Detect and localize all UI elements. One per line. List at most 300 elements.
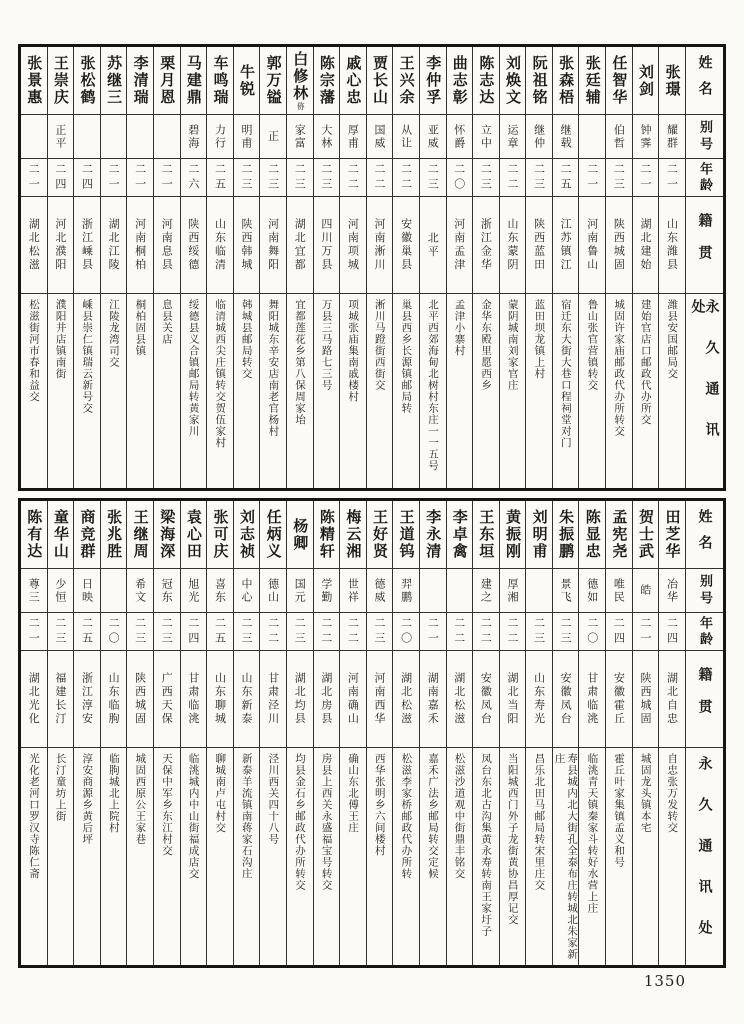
person-alias-cell — [393, 569, 419, 613]
person-birthplace-cell — [48, 651, 74, 748]
person-name: 梅云湘 — [344, 509, 363, 560]
person-age-cell — [659, 159, 685, 197]
person-address-cell — [553, 294, 579, 488]
person-alias: 建之 — [479, 577, 493, 604]
person-name: 陈有达 — [25, 509, 44, 560]
person-address: 均县金石乡邮政代办所转交 — [293, 753, 306, 891]
person-name-cell — [606, 47, 632, 115]
header-column — [686, 47, 723, 488]
person-name-cell — [500, 501, 526, 569]
person-birthplace-cell — [553, 651, 579, 748]
person-name: 栗月恩 — [158, 55, 177, 106]
person-name-cell — [420, 47, 446, 115]
person-name-cell — [48, 47, 74, 115]
person-birthplace-cell — [74, 651, 100, 748]
person-address: 光化老河口罗汉寺陈仁斋 — [28, 753, 41, 880]
person-alias: 大林 — [319, 123, 333, 150]
person-age-cell — [473, 613, 499, 651]
person-name-cell — [553, 501, 579, 569]
person-age: 二二 — [399, 162, 413, 193]
person-age: 二一 — [133, 162, 147, 193]
person-name-cell — [606, 501, 632, 569]
person-age-cell — [260, 613, 286, 651]
person-column — [101, 501, 128, 965]
person-age-cell — [633, 613, 659, 651]
person-alias: 德威 — [373, 577, 387, 604]
person-birthplace: 河南项城 — [346, 218, 360, 272]
person-alias: 立中 — [479, 123, 493, 150]
person-address-cell — [287, 748, 313, 965]
person-age-cell — [154, 159, 180, 197]
person-age: 二五 — [559, 162, 573, 193]
person-birthplace: 河南舞阳 — [266, 218, 280, 272]
person-age-cell — [526, 613, 552, 651]
person-alias-cell — [154, 115, 180, 159]
person-name-cell — [314, 501, 340, 569]
person-age: 二三 — [426, 162, 440, 193]
person-alias-cell — [287, 569, 313, 613]
person-birthplace-cell — [260, 197, 286, 294]
person-column — [606, 501, 633, 965]
person-address-cell — [500, 748, 526, 965]
person-name: 刘焕文 — [503, 55, 522, 106]
person-birthplace-cell — [367, 197, 393, 294]
person-name: 贾长山 — [371, 55, 390, 106]
person-alias-cell — [659, 569, 685, 613]
header-cell-alias — [686, 115, 723, 159]
person-address-cell — [606, 748, 632, 965]
person-name-cell — [633, 501, 659, 569]
person-name: 王崇庆 — [51, 55, 70, 106]
person-age-cell — [181, 613, 207, 651]
person-column — [447, 47, 474, 488]
person-name-cell — [101, 501, 127, 569]
person-name-cell — [181, 501, 207, 569]
person-age: 二二 — [266, 616, 280, 647]
person-age: 二一 — [27, 162, 41, 193]
person-address: 西华张明乡六间楼村 — [373, 753, 386, 857]
person-age: 二三 — [373, 616, 387, 647]
person-age: 二三 — [479, 162, 493, 193]
person-alias-cell — [553, 115, 579, 159]
person-birthplace-cell — [74, 197, 100, 294]
person-age: 二一 — [107, 162, 121, 193]
person-column — [633, 501, 660, 965]
person-birthplace-cell — [260, 651, 286, 748]
person-birthplace-cell — [234, 197, 260, 294]
person-alias-cell — [633, 569, 659, 613]
person-age-cell — [606, 159, 632, 197]
person-name: 李仲孚 — [424, 55, 443, 106]
person-address: 北平西郊海甸北树村东庄一一五号 — [426, 299, 439, 472]
person-name-cell — [74, 47, 100, 115]
person-name: 张璟 — [663, 63, 682, 98]
person-birthplace: 河南西华 — [373, 672, 387, 726]
person-birthplace: 河南确山 — [346, 672, 360, 726]
person-age-cell — [553, 613, 579, 651]
person-name-cell — [579, 501, 605, 569]
person-birthplace: 浙江淳安 — [80, 672, 94, 726]
person-alias: 冠东 — [160, 577, 174, 604]
person-address: 临洮城内中山街福成店交 — [187, 753, 200, 880]
person-birthplace-cell — [314, 197, 340, 294]
person-age-cell — [447, 159, 473, 197]
person-address-cell — [393, 294, 419, 488]
person-column — [526, 501, 553, 965]
person-alias-cell — [340, 569, 366, 613]
person-birthplace-cell — [420, 651, 446, 748]
person-address: 宿迁东大街大巷口程祠堂对门 — [559, 299, 572, 449]
person-age: 二二 — [505, 162, 519, 193]
person-name: 田芝华 — [663, 509, 682, 560]
person-alias-cell — [633, 115, 659, 159]
person-column — [260, 47, 287, 488]
person-address: 长汀童坊上街 — [54, 753, 67, 822]
person-name: 黄振刚 — [503, 509, 522, 560]
header-cell-age — [686, 613, 723, 651]
person-age-cell — [154, 613, 180, 651]
person-name: 李永清 — [424, 509, 443, 560]
person-alias-cell — [207, 569, 233, 613]
directory-table-top — [18, 44, 726, 491]
person-address-cell — [633, 294, 659, 488]
person-name: 张景惠 — [25, 55, 44, 106]
person-address: 息县关店 — [161, 299, 174, 345]
person-column — [287, 501, 314, 965]
person-name: 曲志彰 — [450, 55, 469, 106]
person-name-cell — [367, 501, 393, 569]
person-column — [447, 501, 474, 965]
person-birthplace-cell — [659, 651, 685, 748]
person-age: 二五 — [213, 616, 227, 647]
person-name-cell — [21, 501, 47, 569]
person-birthplace: 河南桐柏 — [133, 218, 147, 272]
person-column — [154, 501, 181, 965]
person-birthplace-cell — [393, 651, 419, 748]
person-age: 二三 — [319, 162, 333, 193]
person-birthplace-cell — [48, 197, 74, 294]
person-name: 李清瑞 — [131, 55, 150, 106]
person-age-cell — [393, 613, 419, 651]
person-age-cell — [314, 613, 340, 651]
person-birthplace: 浙江金华 — [479, 218, 493, 272]
person-name: 刘志祯 — [238, 509, 257, 560]
directory-table-bottom — [18, 498, 726, 968]
person-address: 霍丘叶家集镇孟义和号 — [613, 753, 626, 868]
person-address: 松滋李家桥邮政代办所转 — [400, 753, 413, 880]
person-birthplace-cell — [553, 197, 579, 294]
person-name: 马建鼎 — [184, 55, 203, 106]
person-name: 王兴余 — [397, 55, 416, 106]
person-address: 松滋街河市春和益交 — [28, 299, 41, 403]
person-age-cell — [101, 613, 127, 651]
person-address-cell — [21, 748, 47, 965]
person-name-cell — [473, 47, 499, 115]
person-name-cell — [340, 47, 366, 115]
person-age: 二三 — [133, 616, 147, 647]
person-name: 王道钨 — [397, 509, 416, 560]
person-alias-cell — [526, 115, 552, 159]
person-age-cell — [314, 159, 340, 197]
person-alias: 喜东 — [213, 577, 227, 604]
person-address-cell — [74, 748, 100, 965]
person-name: 陈精轩 — [317, 509, 336, 560]
person-age: 二〇 — [452, 162, 466, 193]
person-alias: 学勤 — [319, 577, 333, 604]
person-name: 王东垣 — [477, 509, 496, 560]
person-address: 确山东北傅王庄 — [347, 753, 360, 834]
person-address: 万县三马路七三号 — [320, 299, 333, 391]
person-column — [21, 47, 48, 488]
person-birthplace: 陕西城固 — [612, 218, 626, 272]
person-alias-cell — [207, 115, 233, 159]
person-name: 任炳义 — [264, 509, 283, 560]
person-birthplace: 安徽巢县 — [399, 218, 413, 272]
person-alias-cell — [21, 115, 47, 159]
person-name: 李卓禽 — [450, 509, 469, 560]
person-name-cell — [367, 47, 393, 115]
person-address-cell — [526, 294, 552, 488]
person-age-cell — [48, 159, 74, 197]
person-alias-cell — [74, 115, 100, 159]
person-alias-cell — [260, 115, 286, 159]
person-age: 二二 — [505, 616, 519, 647]
person-age: 二一 — [585, 162, 599, 193]
person-age: 二〇 — [399, 616, 413, 647]
person-alias: 中心 — [240, 577, 254, 604]
header-name-label: 姓名 — [696, 54, 713, 107]
person-address-cell — [48, 294, 74, 488]
person-name-cell — [659, 501, 685, 569]
person-alias-cell — [579, 569, 605, 613]
person-alias: 少恒 — [53, 577, 67, 604]
person-column — [340, 501, 367, 965]
person-address: 金华东殿里愿西乡 — [480, 299, 493, 391]
header-column — [686, 501, 723, 965]
person-age: 二三 — [559, 616, 573, 647]
person-alias: 尊三 — [27, 577, 41, 604]
person-age: 二一 — [160, 162, 174, 193]
person-birthplace: 河南息县 — [160, 218, 174, 272]
person-address-cell — [48, 748, 74, 965]
person-birthplace-cell — [21, 651, 47, 748]
person-columns-bottom — [21, 501, 686, 965]
person-address-cell — [260, 748, 286, 965]
person-age-cell — [207, 159, 233, 197]
person-birthplace-cell — [579, 651, 605, 748]
person-age-cell — [393, 159, 419, 197]
person-alias-cell — [420, 115, 446, 159]
person-alias: 继载 — [559, 123, 573, 150]
person-birthplace: 福建长汀 — [53, 672, 67, 726]
person-birthplace: 甘肃泾川 — [266, 672, 280, 726]
person-age: 二一 — [426, 616, 440, 647]
person-address: 桐柏固县镇 — [134, 299, 147, 357]
person-name: 朱振鹏 — [557, 509, 576, 560]
person-address-cell — [473, 294, 499, 488]
directory-page — [18, 44, 726, 968]
person-address-cell — [74, 294, 100, 488]
person-birthplace: 湖北建始 — [638, 218, 652, 272]
person-alias: 厚甫 — [346, 123, 360, 150]
person-address: 昌乐北田马邮局转宋里庄交 — [533, 753, 546, 891]
header-cell-birthplace — [686, 197, 723, 294]
person-alias: 国威 — [373, 123, 387, 150]
person-alias-cell — [659, 115, 685, 159]
person-address-cell — [314, 294, 340, 488]
person-address: 淅川马蹬街西街交 — [373, 299, 386, 391]
person-age: 二三 — [532, 616, 546, 647]
person-address: 巢县西乡长源镇邮局转 — [400, 299, 413, 414]
person-address-cell — [367, 294, 393, 488]
person-name-cell — [48, 501, 74, 569]
person-age: 二二 — [346, 162, 360, 193]
person-name-cell — [154, 501, 180, 569]
person-alias-cell — [393, 115, 419, 159]
person-age: 二三 — [293, 616, 307, 647]
person-name-cell — [314, 47, 340, 115]
person-birthplace: 陕西韩城 — [240, 218, 254, 272]
person-birthplace: 山东临朐 — [107, 672, 121, 726]
person-age: 二三 — [612, 162, 626, 193]
person-birthplace-cell — [473, 197, 499, 294]
person-age-cell — [633, 159, 659, 197]
person-birthplace-cell — [526, 651, 552, 748]
person-age-cell — [181, 159, 207, 197]
header-address-label: 永久通讯处 — [696, 755, 713, 961]
person-birthplace: 河南孟津 — [452, 218, 466, 272]
person-age: 二三 — [532, 162, 546, 193]
person-birthplace: 陕西蓝田 — [532, 218, 546, 272]
person-age: 二五 — [213, 162, 227, 193]
person-age-cell — [553, 159, 579, 197]
person-age-cell — [340, 613, 366, 651]
person-address-cell — [420, 294, 446, 488]
person-name-cell — [127, 501, 153, 569]
person-column — [48, 501, 75, 965]
person-columns-top — [21, 47, 686, 488]
person-alias-cell — [526, 569, 552, 613]
person-age: 二二 — [346, 616, 360, 647]
person-age-cell — [659, 613, 685, 651]
person-age: 二三 — [240, 162, 254, 193]
person-age-cell — [101, 159, 127, 197]
person-birthplace: 湖北江陵 — [107, 218, 121, 272]
person-alias-cell — [314, 569, 340, 613]
person-birthplace: 安徽凤台 — [479, 672, 493, 726]
person-alias: 伯哲 — [612, 123, 626, 150]
header-name-label: 姓名 — [696, 508, 713, 561]
person-birthplace-cell — [500, 651, 526, 748]
person-age: 二〇 — [107, 616, 121, 647]
header-alias-label: 别号 — [697, 573, 712, 608]
person-alias: 正 — [266, 130, 280, 143]
person-birthplace: 陕西城固 — [638, 672, 652, 726]
person-birthplace-cell — [181, 197, 207, 294]
header-cell-address — [686, 294, 723, 488]
person-alias: 亚威 — [426, 123, 440, 150]
person-name: 牛锐 — [238, 63, 257, 98]
person-alias-cell — [21, 569, 47, 613]
person-birthplace-cell — [447, 651, 473, 748]
person-alias: 怀爵 — [452, 123, 466, 150]
person-age-cell — [526, 159, 552, 197]
header-cell-age — [686, 159, 723, 197]
header-cell-birthplace — [686, 651, 723, 748]
person-birthplace: 山东聊城 — [213, 672, 227, 726]
person-alias-cell — [127, 115, 153, 159]
person-name: 贺士武 — [636, 509, 655, 560]
person-age-cell — [500, 613, 526, 651]
person-age: 二四 — [186, 616, 200, 647]
person-address-cell — [181, 294, 207, 488]
person-column — [74, 47, 101, 488]
person-name-cell — [127, 47, 153, 115]
person-name-cell — [393, 47, 419, 115]
person-address: 泾川西关四十八号 — [267, 753, 280, 845]
person-address-cell — [633, 748, 659, 965]
person-birthplace-cell — [473, 651, 499, 748]
person-column — [314, 501, 341, 965]
person-name: 白修林㑊 — [291, 51, 310, 110]
person-name: 陈显忠 — [583, 509, 602, 560]
person-column — [74, 501, 101, 965]
person-name: 车鸣瑞 — [211, 55, 230, 106]
person-age: 二四 — [80, 162, 94, 193]
person-name: 陈宗藩 — [317, 55, 336, 106]
person-column — [553, 47, 580, 488]
person-name-cell — [500, 47, 526, 115]
person-name-cell — [234, 501, 260, 569]
person-alias: 耀群 — [665, 123, 679, 150]
page-number: 1350 — [643, 972, 686, 990]
person-alias-cell — [473, 569, 499, 613]
person-column — [579, 501, 606, 965]
person-alias: 力行 — [213, 123, 227, 150]
person-name-cell — [420, 501, 446, 569]
person-address: 濮阳井店镇南街 — [54, 299, 67, 380]
person-birthplace-cell — [367, 651, 393, 748]
person-column — [579, 47, 606, 488]
person-birthplace-cell — [526, 197, 552, 294]
header-birthplace-label: 籍贯 — [696, 667, 713, 731]
person-name-cell — [154, 47, 180, 115]
person-age: 二一 — [665, 162, 679, 193]
person-address: 建始官店口邮政代办所交 — [639, 299, 652, 426]
person-name: 王好贤 — [371, 509, 390, 560]
person-name: 刘明甫 — [530, 509, 549, 560]
header-age-label: 年龄 — [697, 615, 712, 648]
person-alias-cell — [74, 569, 100, 613]
person-address-cell — [127, 294, 153, 488]
header-cell-name — [686, 47, 723, 115]
person-column — [420, 501, 447, 965]
person-name-cell — [447, 501, 473, 569]
person-birthplace-cell — [234, 651, 260, 748]
person-birthplace-cell — [606, 651, 632, 748]
person-address: 临清城西尖庄镇转交贺伍家村 — [214, 299, 227, 449]
person-column — [659, 501, 686, 965]
person-address: 江陵龙湾司交 — [107, 299, 120, 368]
person-alias-cell — [606, 115, 632, 159]
person-birthplace: 陕西绥德 — [186, 218, 200, 272]
person-address-cell — [234, 294, 260, 488]
person-column — [420, 47, 447, 488]
person-column — [48, 47, 75, 488]
person-alias-cell — [340, 115, 366, 159]
person-birthplace-cell — [207, 197, 233, 294]
person-address-cell — [579, 748, 605, 965]
